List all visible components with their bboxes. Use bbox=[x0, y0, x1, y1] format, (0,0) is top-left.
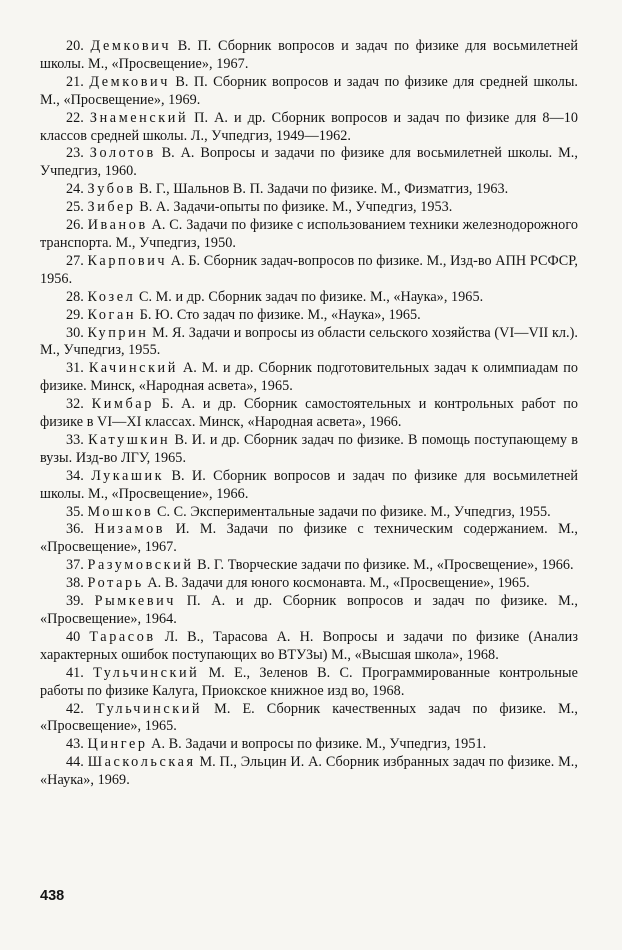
bibliography-entry: 43. Цингер А. В. Задачи и вопросы по физике. М., Учпедгиз, 1951. bbox=[66, 736, 487, 753]
bibliography-list bbox=[40, 38, 578, 790]
page-number: 438 bbox=[40, 888, 65, 904]
bibliography-entry: 33. Катушкин В. И. и др. Сборник задач по физике. В помощь поступающему в вузы. Изд-во ЛГУ, 1965. bbox=[40, 431, 578, 466]
bibliography-entry: 31. Качинский А. М. и др. Сборник подготовительных задач к олимпиадам по физике. Минск, «Народная асвета», 1965. bbox=[40, 360, 578, 395]
bibliography-entry: 27. Карпович А. Б. Сборник задач-вопросов по физике. М., Изд-во АПН РСФСР, 1956. bbox=[40, 252, 578, 287]
bibliography-entry: 42. Тульчинский М. Е. Сборник качественных задач по физике. М., «Просвещение», 1965. bbox=[40, 700, 578, 735]
bibliography-entry: 24. Зубов В. Г., Шальнов В. П. Задачи по физике. М., Физматгиз, 1963. bbox=[66, 181, 509, 198]
bibliography-entry: 36. Низамов И. М. Задачи по физике с техническим содержанием. М., «Просвещение», 1967. bbox=[40, 521, 578, 556]
bibliography-entry: 37. Разумовский В. Г. Творческие задачи по физике. М., «Просвещение», 1966. bbox=[66, 557, 574, 574]
bibliography-entry: 28. Козел С. М. и др. Сборник задач по физике. М., «Наука», 1965. bbox=[66, 288, 484, 305]
bibliography-entry: 32. Кимбар Б. А. и др. Сборник самостоятельных и контрольных работ по физике в VI—XI классах. Минск, «Народная асвета», 1966. bbox=[40, 396, 578, 431]
bibliography-entry: 29. Коган Б. Ю. Сто задач по физике. М., «Наука», 1965. bbox=[66, 306, 421, 323]
bibliography-entry: 40 Тарасов Л. В., Тарасова А. Н. Вопросы и задачи по физике (Анализ характерных ошибок поступающих во ВТУЗы) М., «Высшая школа», 1968. bbox=[40, 628, 578, 663]
bibliography-entry: 22. Знаменский П. А. и др. Сборник вопросов и задач по физике для 8—10 классов средней школы. Л., Учпедгиз, 1949—1962. bbox=[40, 109, 578, 144]
bibliography-entry: 25. Зибер В. А. Задачи-опыты по физике. М., Учпедгиз, 1953. bbox=[66, 199, 453, 216]
bibliography-entry: 23. Золотов В. А. Вопросы и задачи по физике для восьмилетней школы. М., Учпедгиз, 1960. bbox=[40, 145, 578, 180]
bibliography-entry: 41. Тульчинский М. Е., Зеленов В. С. Программированные контрольные работы по физике Калуга, Приокское книжное изд во, 1968. bbox=[40, 664, 578, 699]
bibliography-entry: 35. Мошков С. С. Экспериментальные задачи по физике. М., Учпедгиз, 1955. bbox=[66, 503, 551, 520]
bibliography-entry: 44. Шаскольская М. П., Эльцин И. А. Сборник избранных задач по физике. М., «Наука», 1969. bbox=[40, 754, 578, 789]
bibliography-entry: 20. Демкович В. П. Сборник вопросов и задач по физике для восьмилетней школы. М., «Просвещение», 1967. bbox=[40, 38, 579, 72]
bibliography-entry: 34. Лукашик В. И. Сборник вопросов и задач по физике для восьмилетней школы. М., «Просвещение», 1966. bbox=[40, 467, 578, 502]
bibliography-entry: 39. Рымкевич П. А. и др. Сборник вопросов и задач по физике. М., «Просвещение», 1964. bbox=[40, 593, 578, 627]
bibliography-entry: 26. Иванов А. С. Задачи по физике с использованием техники железнодорожного транспорта. М., Учпедгиз, 1950. bbox=[40, 217, 578, 251]
bibliography-entry: 21. Демкович В. П. Сборник вопросов и задач по физике для средней школы. М., «Просвещение», 1969. bbox=[40, 73, 578, 108]
bibliography-entry: 30. Куприн М. Я. Задачи и вопросы из области сельского хозяйства (VI—VII кл.). М., Учпедгиз, 1955. bbox=[40, 324, 578, 359]
bibliography-entry: 38. Ротарь А. В. Задачи для юного космонавта. М., «Просвещение», 1965. bbox=[66, 575, 530, 592]
